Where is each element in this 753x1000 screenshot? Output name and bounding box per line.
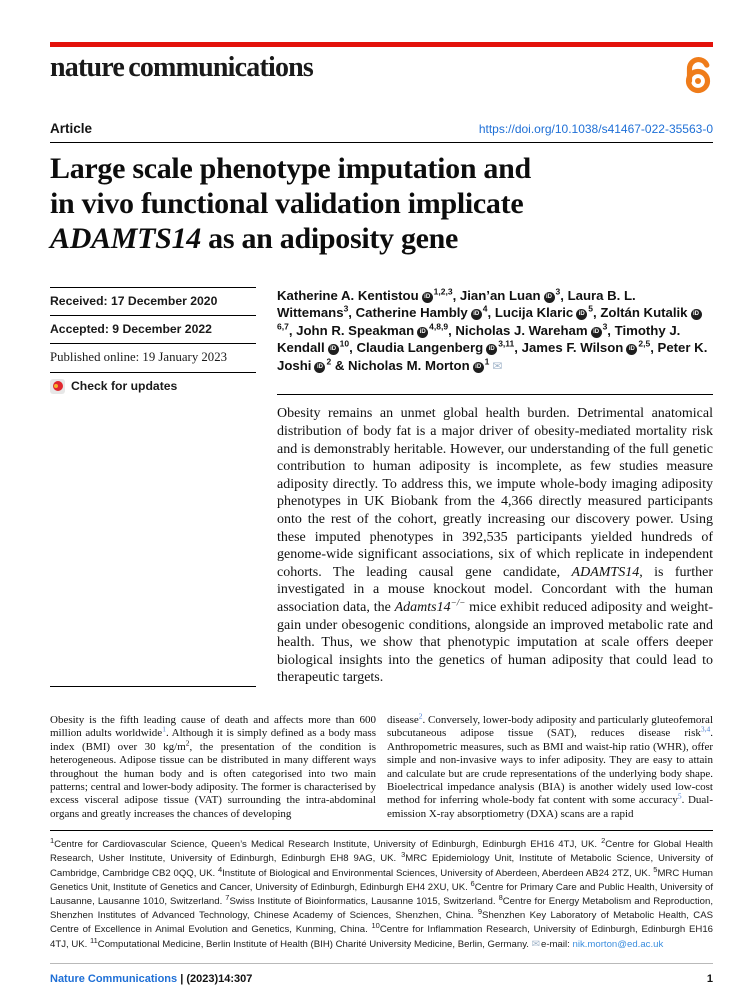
author [356,305,495,320]
text-segment: Centre for Primary Care and Public Health, University of Lausanne, Lausanne 1010, Switzerland. [50,881,713,908]
superscript: 3 [401,850,406,860]
orcid-icon[interactable]: iD [544,292,555,303]
superscript: 1 [162,724,166,734]
text-segment: ADAMTS14 [50,221,201,255]
author-separator: , [349,340,357,356]
text-segment: Institute of Biological and Environmental Sciences, University of Aberdeen, Aberdeen AB24 2TZ, UK. [222,867,654,879]
orcid-icon[interactable]: iD [691,309,702,320]
superscript: 11 [89,935,98,945]
open-access-icon [682,55,713,100]
orcid-icon[interactable]: iD [576,309,587,320]
text-segment: as an adiposity gene [200,221,459,255]
superscript: 2 [601,836,606,846]
nature-red-bar [50,42,713,47]
affiliation-superscript: 4 [482,303,488,314]
author-name: Jian’an Luan [459,287,541,303]
author-name: Nicholas M. Morton [348,357,470,373]
superscript: 4 [217,864,223,874]
text-segment: . Anthropometric measures, such as BMI and waist-hip ratio (WHR), offer simple and non-invasive ways to infer adiposity. They are easy to attain and calculate but are crude representations of the underlying body shape. Bioelectrical impedance analysis (BIA) is another widely used low-cost method for inferring whole-body fat content with some accuracy [387,727,713,807]
author-separator: , [607,322,615,338]
affiliation-superscript: 3 [343,303,349,314]
text-segment: Adamts14 [394,600,451,615]
author [277,288,460,303]
text-segment: Obesity remains an unmet global health burden. Detrimental anatomical distribution of body fat is a major driver of obesity-mediated mortality risk and is demonstrably heritable. However, our understanding of the full genetic contribution to human adiposity is incomplete, as few studies measure adiposity directly. To address this, we impute whole-body imaging adiposity phenotypes in UK Biobank from the 4,366 directly measured participants onto the rest of the cohort, greatly increasing our discovery power. Using these imputed phenotypes in 392,535 participants yielded hundreds of genome-wide significant associations, six of which replicate in independent cohorts. The leading causal gene candidate, [277,406,713,580]
author-name: Nicholas J. Wareham [455,322,588,338]
author-name: Katherine A. Kentistou [277,287,419,303]
text-segment: , is further investigated in a mouse knockout model. Concordant with the human association data, the [277,564,713,615]
text-segment: MRC Human Genetics Unit, Institute of Genetics and Cancer, University of Edinburgh, Edinburgh EH4 2XU, UK. [50,867,713,893]
affiliation-superscript: 2,5 [638,338,651,349]
author-name: John R. Speakman [296,322,415,338]
author-name: Peter K. Joshi [277,340,708,373]
author-separator: , [650,340,658,356]
author-separator: , [448,322,456,338]
author-name: James F. Wilson [521,340,624,356]
affiliation-superscript: 6,7 [277,321,289,332]
affiliation-superscript: 3 [602,321,608,332]
body-column-left [50,714,376,821]
page-footer [50,963,713,985]
title-line-3 [50,222,458,255]
text-segment[interactable]: nik.morton@ed.ac.uk [572,938,664,950]
article-row [50,121,713,136]
author-separator: , [288,322,297,338]
text-segment: Computational Medicine, Berlin Institute of Health (BIH) Charité University Medicine, Berlin, Germany. [97,938,532,950]
author-name: Zoltán Kutalik [600,305,688,321]
footer-journal-link[interactable]: Nature Communications [50,973,178,985]
author-separator: , [348,305,356,321]
author [460,288,568,303]
author-separator: , [487,305,495,321]
text-segment: e-mail: [541,938,573,950]
orcid-icon[interactable]: iD [486,344,497,355]
superscript: −/− [450,597,466,608]
received-date: Received: 17 December 2020 [50,287,256,315]
affiliation-superscript: 3 [555,286,561,297]
text-segment: Centre for Cardiovascular Science, Queen’s Medical Research Institute, University of Edinburgh, Edinburgh EH16 4TJ, UK. [54,839,602,851]
text-segment: Centre for Inflammation Research, University of Edinburgh, Edinburgh EH16 4TJ, UK. [50,924,713,950]
orcid-icon[interactable]: iD [626,344,637,355]
page-number: 1 [706,973,713,985]
text-segment: Obesity is the fifth leading cause of death and affects more than 600 million adults worldwide [50,713,376,740]
text-segment: mice exhibit reduced adiposity and weight-gain under obesogenic conditions, alongside an improved metabolic rate and health. Thus, we show that phenotypic imputation at scale offers deeper biological insights into the genetics of human adiposity that could lead to therapeutic targets. [277,600,713,686]
superscript: 6 [470,878,475,888]
body-column-right [387,711,714,821]
text-segment: disease [387,713,419,726]
affiliation-superscript: 4,8,9 [429,321,449,332]
orcid-icon[interactable]: iD [417,327,428,338]
author-separator: , [593,305,601,321]
text-segment: MRC Epidemiology Unit, Institute of Metabolic Science, University of Cambridge, Cambridge CB2 0QQ, UK. [50,853,713,879]
check-for-updates-button[interactable] [50,372,256,401]
author-name: Lucija Klaric [494,305,574,321]
orcid-icon[interactable]: iD [314,362,325,373]
masthead [50,53,713,99]
article-type-label: Article [50,120,93,136]
text-segment: Shenzhen Key Laboratory of Metabolic Health, CAS Centre of Excellence in Animal Evolution and Genetics, Kunming, China. [50,910,713,936]
journal-logo: nature communications [50,51,314,83]
superscript: 3,4 [700,724,711,734]
meta-right-column [277,287,713,687]
orcid-icon[interactable]: iD [591,327,602,338]
superscript: 7 [225,892,230,902]
orcid-icon[interactable]: iD [422,292,433,303]
author-name: Timothy J. Kendall [277,322,681,356]
affiliation-superscript: 3,11 [498,338,515,349]
superscript: 5 [653,864,658,874]
superscript: 5 [677,791,682,801]
affiliation-superscript: 2 [326,356,332,367]
orcid-icon[interactable]: iD [473,362,484,373]
check-for-updates-label: Check for updates [71,379,178,393]
superscript: 2 [418,711,423,721]
author-separator: , [514,340,522,356]
author [455,323,614,338]
orcid-icon[interactable]: iD [328,344,339,355]
superscript: 9 [477,907,483,917]
text-segment: Centre for Energy Metabolism and Reproduction, Shenzhen Institutes of Advanced Technology, Chinese Academy of Sciences, Shenzhen, China. [50,896,713,922]
footer-left [50,973,252,985]
history-sidebar [50,287,256,687]
text-segment: ADAMTS14 [571,564,640,580]
title-line-2: in vivo functional validation implicate [50,186,524,220]
orcid-icon[interactable]: iD [471,309,482,320]
text-segment: , the presentation of the condition is heterogeneous. Adipose tissue can be distributed in many different ways throughout the human body and is often categorised into two main patterns; central and lower-body adiposity. The former is characterised by excess visceral adipose tissue (VAT) surrounding the intra-abdominal organs and greatly increases the chances of developing [50,740,377,820]
title-line-1: Large scale phenotype imputation and [50,151,531,185]
affiliation-superscript: 5 [588,303,593,314]
author [348,358,502,373]
text-segment: . Although it is simply defined as a body mass index (BMI) over 30 kg/m [50,727,376,753]
author [296,323,455,338]
superscript: 2 [185,738,190,748]
author-name: Catherine Hambly [355,305,468,321]
body-columns [50,711,714,821]
superscript: 1 [50,836,55,846]
crossmark-icon [50,379,65,394]
superscript: 10 [371,921,380,931]
affiliation-superscript: 10 [339,338,350,349]
text-segment: Swiss Institute of Bioinformatics, Lausanne 1015, Switzerland. [229,896,499,908]
text-segment: Centre for Global Health Research, Usher Institute, University of Edinburgh, Edinburgh EH8 9AG, UK. [50,839,713,865]
page-title [50,151,713,256]
accepted-date: Accepted: 9 December 2022 [50,315,256,343]
affiliation-superscript: 1,2,3 [433,286,453,297]
author-separator: , [560,287,568,303]
text-segment: . Dual-emission X-ray absorptiometry (DXA) scans are a rapid [387,794,713,820]
superscript: 8 [498,892,503,902]
author [522,340,658,355]
author-list [277,287,713,376]
author-separator: & [331,357,349,373]
author [495,305,601,320]
author-name: Claudia Langenberg [356,340,484,356]
affiliations-footnotes [50,831,713,952]
footer-citation: | (2023)14:307 [180,973,253,985]
doi-link[interactable]: https://doi.org/10.1038/s41467-022-35563-0 [478,121,713,136]
published-date: Published online: 19 January 2023 [50,343,256,372]
abstract [277,394,713,687]
author [356,340,521,355]
affiliation-superscript: 1 [484,356,490,367]
author-separator: , [452,287,460,303]
envelope-icon: ✉ [531,938,541,950]
meta-section [50,287,713,687]
author-name: Laura B. L. Wittemans [277,287,636,321]
email-icon[interactable]: ✉ [492,358,503,373]
text-segment: . Conversely, lower-body adiposity and particularly gluteofemoral subcutaneous adipose tissue (SAT), reduces disease risk [387,713,714,740]
title-divider [50,142,713,143]
